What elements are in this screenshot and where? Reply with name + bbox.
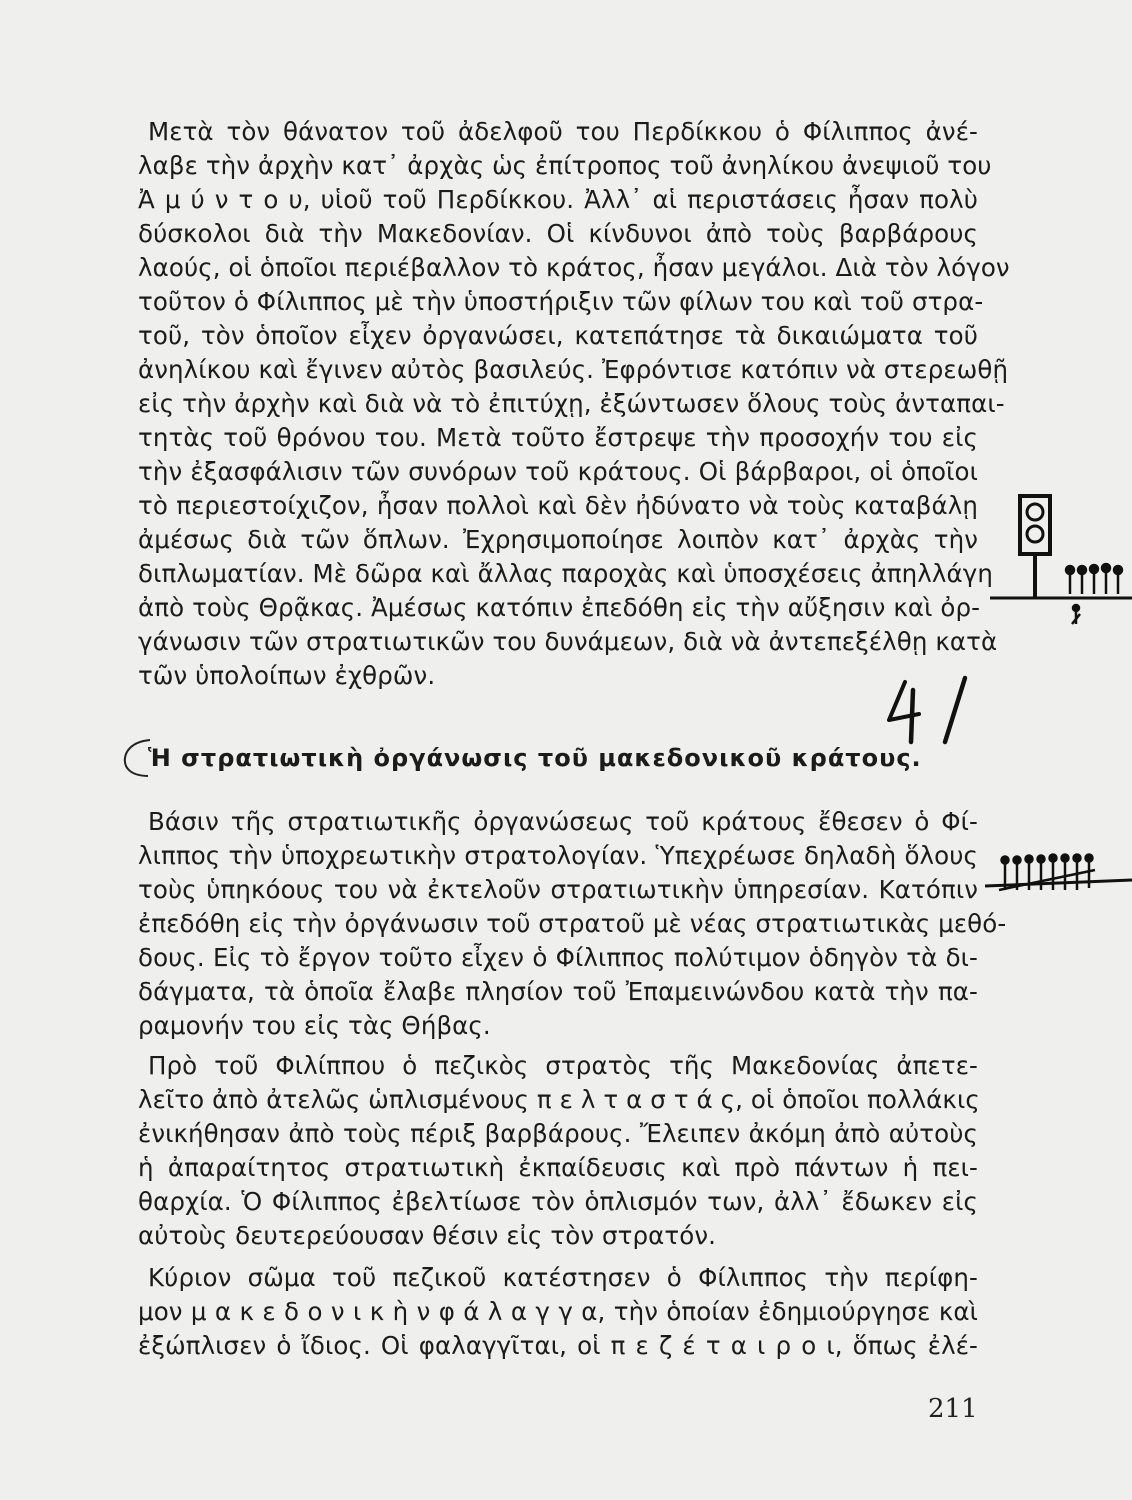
- text-line: Βάσιν τῆς στρατιωτικῆς ὀργανώσεως τοῦ κράτους ἔθεσεν ὁ Φί-: [148, 807, 978, 836]
- text-line: μον μ α κ ε δ ο ν ι κ ὴ ν φ ά λ α γ γ α, τὴν ὁποίαν ἐδημιούργησε καὶ: [138, 1297, 978, 1326]
- text-line: τῶν ὑπολοίπων ἐχθρῶν.: [138, 661, 436, 690]
- text-line: λιππος τὴν ὑποχρεωτικὴν στρατολογίαν. Ὑπεχρέωσε δηλαδὴ ὅλους: [138, 841, 978, 870]
- text-line: λαούς, οἱ ὁποῖοι περιέβαλλον τὸ κράτος, ἦσαν μεγάλοι. Διὰ τὸν λόγον: [138, 253, 1010, 282]
- text-line: αὐτοὺς δευτερεύουσαν θέσιν εἰς τὸν στρατόν.: [138, 1221, 717, 1250]
- text-line: Μετὰ τὸν θάνατον τοῦ ἀδελφοῦ του Περδίκκου ὁ Φίλιππος ἀνέ-: [148, 117, 978, 146]
- text-line: γάνωσιν τῶν στρατιωτικῶν του δυνάμεων, διὰ νὰ ἀντεπεξέλθῃ κατὰ: [138, 627, 998, 656]
- text-line: ἐξώπλισεν ὁ ἴδιος. Οἱ φαλαγγῖται, οἱ π ε ζ έ τ α ι ρ ο ι, ὅπως ἐλέ-: [138, 1331, 978, 1360]
- text-line: δάγματα, τὰ ὁποῖα ἔλαβε πλησίον τοῦ Ἐπαμεινώνδου κατὰ τὴν πα-: [138, 977, 978, 1006]
- text-line: Κύριον σῶμα τοῦ πεζικοῦ κατέστησεν ὁ Φίλιππος τὴν περίφη-: [148, 1263, 978, 1292]
- text-line: Πρὸ τοῦ Φιλίππου ὁ πεζικὸς στρατὸς τῆς Μακεδονίας ἀπετε-: [148, 1051, 978, 1080]
- text-line: τὴν ἐξασφάλισιν τῶν συνόρων τοῦ κράτους. Οἱ βάρβαροι, οἱ ὁποῖοι: [138, 457, 978, 486]
- phalanx-soldiers-doodle-icon: [985, 850, 1132, 900]
- text-line: τητὰς τοῦ θρόνου του. Μετὰ τοῦτο ἔστρεψε τὴν προσοχήν του εἰς: [138, 423, 978, 452]
- text-line: ἀνηλίκου καὶ ἔγινεν αὐτὸς βασιλεύς. Ἐφρόντισε κατόπιν νὰ στερεωθῇ: [138, 355, 1009, 384]
- text-line: εἰς τὴν ἀρχὴν καὶ διὰ νὰ τὸ ἐπιτύχῃ, ἐξώντωσεν ὅλους τοὺς ἀνταπαι-: [138, 389, 1005, 418]
- text-line: λαβε τὴν ἀρχὴν κατ᾽ ἀρχὰς ὡς ἐπίτροπος τοῦ ἀνηλίκου ἀνεψιοῦ του: [138, 151, 992, 180]
- text-line: ραμονήν του εἰς τὰς Θήβας.: [138, 1011, 491, 1040]
- text-line: ἀπὸ τοὺς Θρᾷκας. Ἀμέσως κατόπιν ἐπεδόθη εἰς τὴν αὔξησιν καὶ ὀρ-: [138, 593, 981, 622]
- text-line: Ἀ μ ύ ν τ ο υ, υἱοῦ τοῦ Περδίκκου. Ἀλλ᾽ αἱ περιστάσεις ἦσαν πολὺ: [138, 185, 978, 214]
- traffic-light-soldiers-doodle-icon: [990, 490, 1132, 630]
- handwritten-41-icon: [875, 668, 985, 748]
- text-line: τοῦτον ὁ Φίλιππος μὲ τὴν ὑποστήριξιν τῶν φίλων του καὶ τοῦ στρα-: [138, 287, 984, 316]
- text-line: ἡ ἀπαραίτητος στρατιωτικὴ ἐκπαίδευσις καὶ πρὸ πάντων ἡ πει-: [138, 1153, 978, 1182]
- section-heading: Ἡ στρατιωτικὴ ὀργάνωσις τοῦ μακεδονικοῦ κράτους.: [148, 744, 922, 772]
- page-number: 211: [928, 1394, 978, 1424]
- text-line: θαρχία. Ὁ Φίλιππος ἐβελτίωσε τὸν ὁπλισμόν των, ἀλλ᾽ ἔδωκεν εἰς: [138, 1187, 978, 1216]
- text-line: δύσκολοι διὰ τὴν Μακεδονίαν. Οἱ κίνδυνοι ἀπὸ τοὺς βαρβάρους: [138, 219, 978, 248]
- text-line: λεῖτο ἀπὸ ἀτελῶς ὡπλισμένους π ε λ τ α σ τ ά ς, οἱ ὁποῖοι πολλάκις: [138, 1085, 980, 1114]
- text-line: τοὺς ὑπηκόους του νὰ ἐκτελοῦν στρατιωτικὴν ὑπηρεσίαν. Κατόπιν: [138, 875, 978, 904]
- text-line: τοῦ, τὸν ὁποῖον εἶχεν ὀργανώσει, κατεπάτησε τὰ δικαιώματα τοῦ: [138, 321, 978, 350]
- handwritten-note: [875, 668, 985, 748]
- text-line: ἐνικήθησαν ἀπὸ τοὺς πέριξ βαρβάρους. Ἔλειπεν ἀκόμη ἀπὸ αὐτοὺς: [138, 1119, 978, 1148]
- text-line: διπλωματίαν. Μὲ δῶρα καὶ ἄλλας παροχὰς καὶ ὑποσχέσεις ἀπηλλάγη: [138, 559, 993, 588]
- text-line: ἀμέσως διὰ τῶν ὅπλων. Ἐχρησιμοποίησε λοιπὸν κατ᾽ ἀρχὰς τὴν: [138, 525, 978, 554]
- text-line: τὸ περιεστοίχιζον, ἦσαν πολλοὶ καὶ δὲν ἠδύνατο νὰ τοὺς καταβάλῃ: [138, 491, 978, 520]
- text-line: δους. Εἰς τὸ ἔργον τοῦτο εἶχεν ὁ Φίλιππος πολύτιμον ὁδηγὸν τὰ δι-: [138, 943, 978, 972]
- text-line: ἐπεδόθη εἰς τὴν ὀργάνωσιν τοῦ στρατοῦ μὲ νέας στρατιωτικὰς μεθό-: [138, 909, 1007, 938]
